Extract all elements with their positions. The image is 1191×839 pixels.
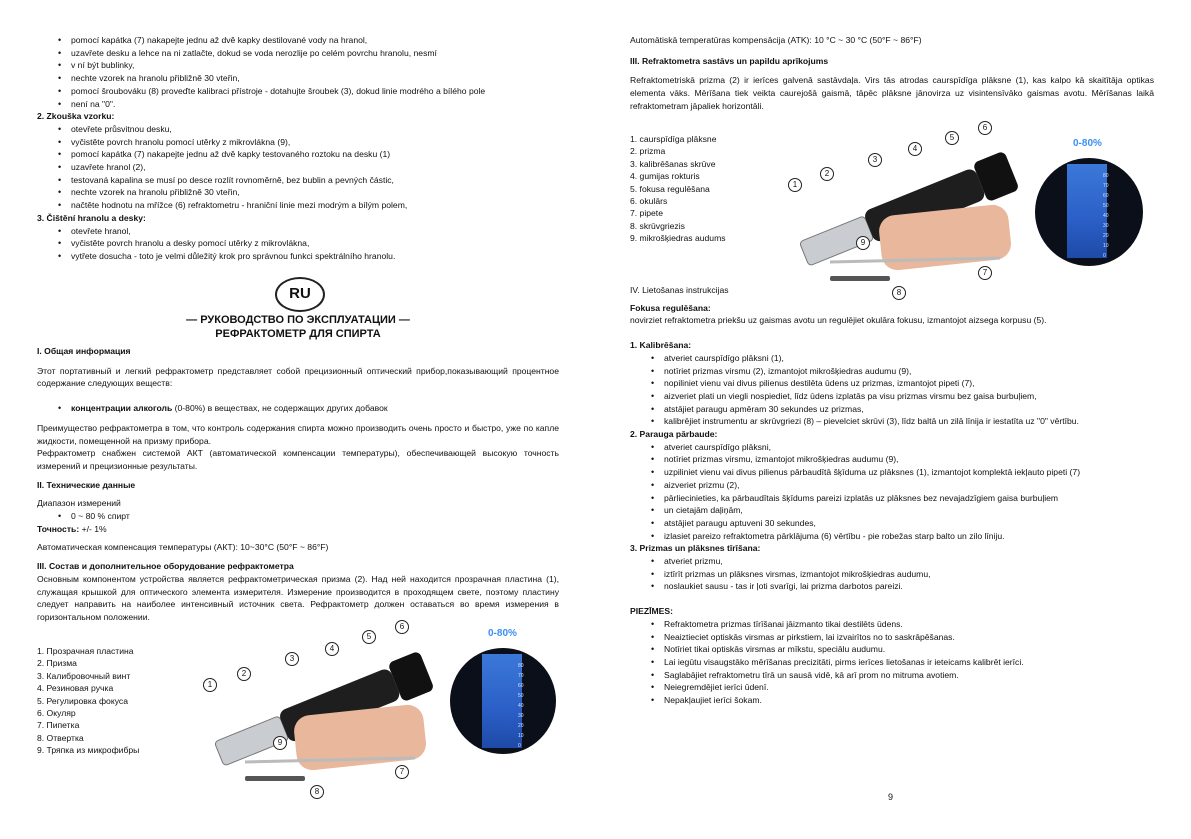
callout-6: 6	[978, 121, 992, 135]
callout-8: 8	[892, 286, 906, 300]
ru-s1-list	[37, 402, 559, 415]
scale-tick: 50	[518, 693, 524, 699]
callout-8: 8	[310, 785, 324, 799]
list-item: 2. prizma	[630, 146, 666, 157]
cz-cal-steps	[37, 34, 559, 110]
ru-accuracy	[37, 523, 559, 536]
ru-s3-heading: III. Состав и дополнительное оборудование рефрактометра	[37, 561, 294, 572]
callout-7: 7	[978, 266, 992, 280]
scale-range-label-lv: 0-80%	[1073, 138, 1102, 149]
list-item: • Refraktometra prizmas tīrīšanai jāizmanto tikai destilēts ūdens.	[630, 618, 1154, 631]
scale-tick: 10	[1103, 243, 1109, 249]
list-item: • 0 ~ 80 % спирт	[37, 510, 559, 523]
cz-step2-title: 2. Zkouška vzorku:	[37, 111, 115, 122]
cz-step3-list	[37, 225, 559, 263]
ru-s1-heading: I. Общая информация	[37, 346, 131, 356]
scale-tick: 60	[1103, 193, 1109, 199]
list-item: • načtěte hodnotu na mřížce (6) refraktometru - hraniční linie mezi modrým a bílým polem,	[37, 199, 559, 212]
scale-tick: 60	[518, 683, 524, 689]
callout-4: 4	[908, 142, 922, 156]
list-item: • nechte vzorek na hranolu přibližně 30 vteřin,	[37, 72, 559, 85]
list-item: 9. mikrošķiedras audums	[630, 233, 726, 244]
list-item: • pomocí šroubováku (8) proveďte kalibraci přístroje - dotahujte šroubek (3), dokud linie modrého a bílého pole	[37, 85, 559, 98]
callout-5: 5	[945, 131, 959, 145]
list-item: • noslaukiet sausu - tas ir ļoti svarīgi, lai prizma darbotos pareizi.	[630, 580, 1154, 593]
list-item: • pomocí kapátka (7) nakapejte jednu až dvě kapky destilované vody na hranol,	[37, 34, 559, 47]
scale-tick: 20	[1103, 233, 1109, 239]
list-item: • otevřete hranol,	[37, 225, 559, 238]
list-item-rest: (0-80%) в веществах, не содержащих других добавок	[172, 403, 388, 414]
list-item: • Neiegremdējiet ierīci ūdenī.	[630, 681, 1154, 694]
lv-focus-paragraph: novirziet refraktometra priekšu uz gaismas avotu un regulējiet okulāra fokusu, izmantojot aizsega korpusu (5).	[630, 315, 1047, 326]
left-column	[37, 34, 559, 263]
scale-range-label-ru: 0-80%	[488, 628, 517, 639]
scale-view-ru	[450, 648, 556, 754]
ru-section	[37, 313, 559, 624]
scale-tick: 80	[1103, 173, 1109, 179]
cz-step3-title: 3. Čištění hranolu a desky:	[37, 212, 146, 223]
right-column	[630, 34, 1154, 113]
list-item-bold: концентрации алкоголь	[71, 403, 173, 414]
ru-parts-list	[37, 645, 139, 757]
list-item: 3. kalibrēšanas skrūve	[630, 158, 716, 169]
list-item: 5. fokusa regulēšana	[630, 183, 710, 194]
list-item: 6. Окуляр	[37, 708, 76, 719]
list-item: 8. skrūvgriezis	[630, 220, 685, 231]
callout-2: 2	[820, 167, 834, 181]
list-item: • Lai iegūtu visaugstāko mērīšanas precizitāti, pirms ierīces lietošanas ir ieteicams kalibrēt ierīci.	[630, 656, 1154, 669]
list-item: • vyčistěte povrch hranolu a desky pomocí utěrky z mikrovlákna,	[37, 237, 559, 250]
scale-tick: 40	[1103, 213, 1109, 219]
list-item: • Nepakļaujiet ierīci šokam.	[630, 694, 1154, 707]
callout-9: 9	[273, 736, 287, 750]
list-item: 4. gumijas rokturis	[630, 171, 700, 182]
list-item: • atveriet caurspīdīgo plāksni (1),	[630, 352, 1154, 365]
ru-title-line2: РЕФРАКТОМЕТР ДЛЯ СПИРТА	[215, 328, 381, 340]
lv-parts-list	[630, 133, 726, 245]
lv-cal-title: 1. Kalibrēšana:	[630, 340, 692, 351]
scale-tick: 30	[518, 713, 524, 719]
callout-5: 5	[362, 630, 376, 644]
lv-s4-heading: IV. Lietošanas instrukcijas	[630, 285, 729, 295]
lv-test-title: 2. Parauga pārbaude:	[630, 429, 718, 440]
list-item: • notīriet prizmas virsmu (2), izmantojot mikrošķiedras audumu (9),	[630, 365, 1154, 378]
list-item	[37, 402, 559, 415]
callout-3: 3	[285, 652, 299, 666]
scale-tick: 40	[518, 703, 524, 709]
lv-instructions	[630, 284, 1154, 707]
ru-s1-paragraph2: Преимущество рефрактометра в том, что контроль содержания спирта можно производить очень просто и быстро, уже по капле жидкости, помещенной на призму прибора.	[37, 422, 559, 446]
list-item	[630, 504, 1154, 517]
lv-notes-list	[630, 618, 1154, 707]
list-item: • testovaná kapalina se musí po desce rozlít rovnoměrně, bez bublin a pevných částic,	[37, 174, 559, 187]
list-item: • Neaiztieciet optiskās virsmas ar pirkstiem, lai izvairītos no to saskrāpēšanas.	[630, 631, 1154, 644]
list-item: • otevřete průsvitnou desku,	[37, 123, 559, 136]
list-item: • pomocí kapátka (7) nakapejte jednu až dvě kapky testovaného roztoku na desku (1)	[37, 148, 559, 161]
lv-test-list	[630, 441, 1154, 543]
ru-s3-paragraph: Основным компонентом устройства является рефрактометрическая призма (2). Над ней находится прозрачная пластина (1), служащая крышкой для оптического элемента измерителя. Измерение производится в проходящем свете, поэтому пластину следует направить на наиболее интенсивный источник света. Рефрактометр должен оставаться во время измерения в горизонтальном положении.	[37, 573, 559, 622]
list-item-cont: není na "0".	[71, 98, 116, 109]
ru-accuracy-value: +/- 1%	[79, 523, 107, 534]
lv-atc: Automātiskā temperatūras kompensācija (ATK): 10 °C ~ 30 °C (50°F ~ 86°F)	[630, 35, 922, 45]
scale-view-lv	[1035, 158, 1143, 266]
list-item-cont: un cietajām daļiņām,	[664, 505, 743, 516]
list-item: • atveriet caurspīdīgo plāksni,	[630, 441, 1154, 454]
scale-band	[1067, 164, 1107, 258]
cz-step2-list	[37, 123, 559, 212]
ru-s1-paragraph: Этот портативный и легкий рефрактометр представляет собой прецизионный оптический прибор,показывающий процентное содержание следующих веществ:	[37, 365, 559, 389]
ru-accuracy-label: Точность:	[37, 523, 80, 534]
lv-s3-paragraph: Refraktometriskā prizma (2) ir ierīces galvenā sastāvdaļa. Virs tās atrodas caurspīdīga plāksne (1), kas kalpo kā skaitītāja optikas elementa vāks. Mērīšana tiek veikta caurejošā gaismā, tāpēc plāksne jānovirza uz visintensīvāko gaismas avotu. Mērīšanas laikā refraktometram jāpaliek horizontāli.	[630, 75, 1154, 111]
ru-s1-paragraph3: Рефрактометр снабжен системой АКТ (автоматической компенсации температуры), обеспечивающей высокую точность измерений и прецизионные результаты.	[37, 448, 559, 471]
scale-tick: 0	[518, 743, 521, 749]
callout-1: 1	[788, 178, 802, 192]
list-item: • aizveriet prizmu (2),	[630, 479, 1154, 492]
list-item: • Notīriet tikai optiskās virsmas ar mīkstu, speciālu audumu.	[630, 643, 1154, 656]
list-item: 1. caurspīdīga plāksne	[630, 134, 717, 144]
list-item: • nechte vzorek na hranolu přibližně 30 vteřin,	[37, 186, 559, 199]
list-item: • vyčistěte povrch hranolu pomocí utěrky z mikrovlákna (9),	[37, 136, 559, 149]
list-item: • izlasiet pareizo refraktometra pārklājuma (6) vērtību - pie robežas starp balto un zilo līniju.	[630, 530, 1154, 543]
ru-atc: Автоматическая компенсация температуры (АКТ): 10~30°C (50°F ~ 86°F)	[37, 542, 329, 553]
callout-2: 2	[237, 667, 251, 681]
callout-6: 6	[395, 620, 409, 634]
lv-focus-title: Fokusa regulēšana:	[630, 302, 711, 313]
ru-language-badge: RU	[275, 277, 325, 312]
lv-notes-title: PIEZĪMES:	[630, 606, 673, 617]
list-item: 4. Резиновая ручка	[37, 683, 114, 694]
list-item: 8. Отвертка	[37, 732, 84, 743]
callout-7: 7	[395, 765, 409, 779]
scale-tick: 70	[518, 673, 524, 679]
list-item: • v ní být bublinky,	[37, 59, 559, 72]
list-item: • atstājiet paraugu apmēram 30 sekundes uz prizmas,	[630, 403, 1154, 416]
list-item: • atstājiet paraugu aptuveni 30 sekundes,	[630, 517, 1154, 530]
list-item: • uzpiliniet vienu vai divus pilienus pārbaudītā šķīduma uz plāksnes (1), izmantojot komplektā iekļauto pipeti (7)	[630, 466, 1154, 479]
callout-9: 9	[856, 236, 870, 250]
scale-tick: 80	[518, 663, 524, 669]
ru-title-line1: — РУКОВОДСТВО ПО ЭКСПЛУАТАЦИИ —	[186, 314, 410, 326]
scale-tick: 10	[518, 733, 524, 739]
scale-tick: 50	[1103, 203, 1109, 209]
lv-cal-list	[630, 352, 1154, 428]
list-item: • pārliecinieties, ka pārbaudītais šķīdums pareizi izplatās uz plāksnes bez nevajadzīgiem gaisa burbuļiem	[630, 492, 1154, 505]
list-item: • aizveriet plati un viegli nospiediet, līdz ūdens izplatās pa visu prizmas virsmu bez gaisa burbuļiem,	[630, 390, 1154, 403]
ru-s2-heading: II. Технические данные	[37, 479, 136, 490]
list-item: • uzavřete hranol (2),	[37, 161, 559, 174]
lv-s3-heading: III. Refraktometra sastāvs un papildu aprīkojums	[630, 55, 829, 66]
list-item: 5. Регулировка фокуса	[37, 695, 128, 706]
list-item: • notīriet prizmas virsmu, izmantojot mikrošķiedras audumu (9),	[630, 453, 1154, 466]
page-number: 9	[888, 792, 894, 802]
scale-band	[482, 654, 522, 748]
list-item: • Saglabājiet refraktometru tīrā un sausā vidē, kā arī prom no mitruma avotiem.	[630, 669, 1154, 682]
list-item: 7. Пипетка	[37, 720, 80, 731]
list-item: 1. Прозрачная пластина	[37, 646, 134, 656]
callout-3: 3	[868, 153, 882, 167]
scale-tick: 20	[518, 723, 524, 729]
callout-4: 4	[325, 642, 339, 656]
list-item: • kalibrējiet instrumentu ar skrūvgriezi (8) – pievelciet skrūvi (3), līdz baltā un zilā līnija ir iestatīta uz "0" vērtību.	[630, 415, 1154, 428]
callout-1: 1	[203, 678, 217, 692]
list-item: 6. okulārs	[630, 196, 668, 207]
list-item: 3. Калибровочный винт	[37, 670, 131, 681]
list-item: • atveriet prizmu,	[630, 555, 1154, 568]
list-item: 9. Тряпка из микрофибры	[37, 745, 140, 756]
scale-tick: 70	[1103, 183, 1109, 189]
list-item: • iztīrīt prizmas un plāksnes virsmas, izmantojot mikrošķiedras audumu,	[630, 568, 1154, 581]
scale-tick: 0	[1103, 253, 1106, 259]
list-item: • vytřete dosucha - toto je velmi důležitý krok pro správnou funkci spektrálního hranolu.	[37, 250, 559, 263]
lv-clean-list	[630, 555, 1154, 593]
list-item	[37, 98, 559, 111]
list-item: 7. pipete	[630, 208, 663, 219]
ru-range-list	[37, 510, 559, 523]
ru-range-label: Диапазон измерений	[37, 498, 121, 509]
list-item: 2. Призма	[37, 658, 77, 669]
list-item: • uzavřete desku a lehce na ni zatlačte, dokud se voda nerozlije po celém povrchu hranolu, nesmí	[37, 47, 559, 60]
list-item: • nopiliniet vienu vai divus pilienus destilēta ūdens uz prizmas, izmantojot pipeti (7),	[630, 377, 1154, 390]
scale-tick: 30	[1103, 223, 1109, 229]
lv-clean-title: 3. Prizmas un plāksnes tīrīšana:	[630, 543, 761, 554]
